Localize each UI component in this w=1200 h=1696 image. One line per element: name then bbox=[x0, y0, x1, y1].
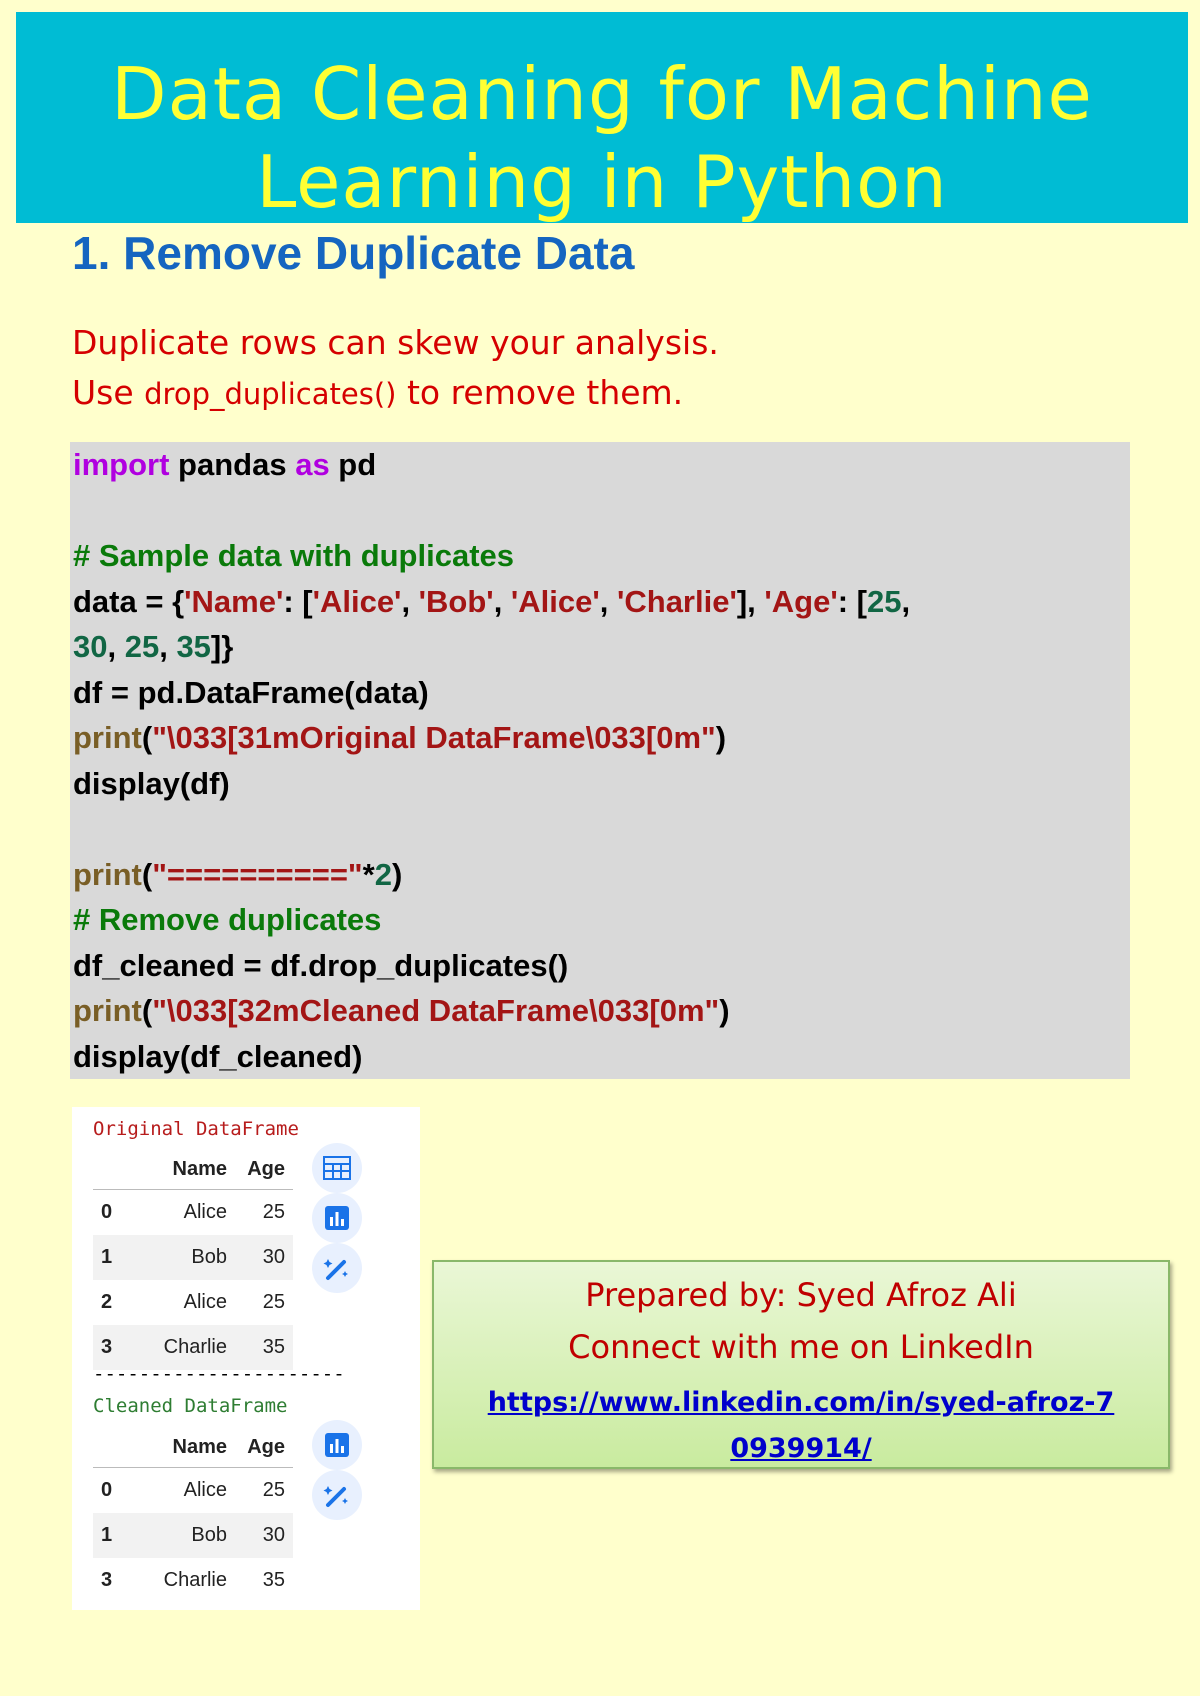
magic-wand-icon bbox=[322, 1253, 352, 1283]
code-line-blank bbox=[70, 488, 1130, 534]
row-index: 3 bbox=[101, 1336, 113, 1358]
row-index: 2 bbox=[101, 1291, 113, 1313]
magic-wand-icon bbox=[322, 1480, 352, 1510]
code-token: , bbox=[107, 629, 125, 664]
code-token: , bbox=[493, 583, 511, 619]
code-comment: # Remove duplicates bbox=[73, 902, 382, 937]
column-header-name: Name bbox=[172, 1157, 227, 1180]
code-token: ], bbox=[736, 583, 765, 619]
keyword-import: import bbox=[73, 447, 170, 482]
code-token: : [ bbox=[283, 583, 313, 619]
code-number: 30 bbox=[73, 629, 108, 664]
cell-name: Bob bbox=[191, 1524, 227, 1546]
code-token: ]} bbox=[210, 629, 234, 664]
cell-name: Alice bbox=[183, 1291, 227, 1313]
intro-function: drop_duplicates() bbox=[144, 377, 397, 411]
code-line-12: df_cleaned = df.drop_duplicates() bbox=[73, 947, 569, 983]
code-line-14: display(df_cleaned) bbox=[73, 1038, 363, 1074]
code-string: 'Alice' bbox=[312, 583, 402, 619]
code-line-7 bbox=[70, 715, 1130, 761]
code-line-13 bbox=[70, 988, 1130, 1034]
code-line-1 bbox=[70, 442, 1130, 488]
cell-name: Charlie bbox=[163, 1569, 227, 1591]
table-row bbox=[93, 1513, 293, 1558]
convert-to-table-button[interactable] bbox=[312, 1143, 362, 1193]
code-string: 'Name' bbox=[184, 583, 284, 619]
code-number: 2 bbox=[374, 856, 392, 892]
row-index: 3 bbox=[101, 1569, 113, 1591]
code-token: ) bbox=[719, 993, 730, 1028]
code-line-10 bbox=[70, 852, 1130, 898]
code-token: , bbox=[599, 583, 617, 619]
cell-age: 35 bbox=[262, 1336, 285, 1358]
code-token: ( bbox=[141, 720, 153, 755]
code-token: * bbox=[362, 856, 375, 892]
column-header-age: Age bbox=[247, 1435, 285, 1458]
row-index: 1 bbox=[101, 1246, 113, 1268]
code-builtin: print bbox=[73, 720, 142, 755]
suggest-charts-button[interactable] bbox=[312, 1193, 362, 1243]
cell-name: Alice bbox=[183, 1201, 227, 1223]
section-heading: 1. Remove Duplicate Data bbox=[72, 227, 635, 279]
code-line-blank bbox=[70, 806, 1130, 852]
code-comment: # Sample data with duplicates bbox=[73, 538, 515, 573]
intro-text bbox=[72, 318, 719, 419]
connect-text: Connect with me on LinkedIn bbox=[568, 1328, 1034, 1366]
table-row bbox=[93, 1190, 293, 1236]
cell-age: 30 bbox=[262, 1246, 285, 1268]
code-string: "\033[31mOriginal DataFrame\033[0m" bbox=[152, 720, 716, 755]
code-token: ) bbox=[391, 856, 403, 892]
intro-line-1: Duplicate rows can skew your analysis. bbox=[72, 323, 719, 362]
code-token: , bbox=[901, 583, 911, 619]
title-line-2: Learning in Python bbox=[256, 140, 948, 224]
title-banner bbox=[16, 12, 1188, 223]
table-header-row bbox=[93, 1427, 293, 1468]
table-row bbox=[93, 1280, 293, 1325]
code-string: "\033[32mCleaned DataFrame\033[0m" bbox=[152, 993, 720, 1028]
column-header-name: Name bbox=[172, 1435, 227, 1458]
code-line-6: df = pd.DataFrame(data) bbox=[73, 674, 429, 710]
code-string: 'Charlie' bbox=[617, 583, 737, 619]
code-string: 'Bob' bbox=[418, 583, 494, 619]
code-token: , bbox=[159, 629, 177, 664]
table-header-row bbox=[93, 1149, 293, 1190]
prepared-by-text: Prepared by: Syed Afroz Ali bbox=[585, 1276, 1017, 1314]
keyword-as: as bbox=[295, 447, 330, 482]
table-icon bbox=[323, 1156, 351, 1180]
cell-name: Bob bbox=[191, 1246, 227, 1268]
linkedin-link[interactable]: https://www.linkedin.com/in/syed-afroz-70939914/ bbox=[487, 1387, 1115, 1464]
code-string: 'Alice' bbox=[510, 583, 600, 619]
code-token: , bbox=[401, 583, 419, 619]
code-line-5 bbox=[70, 624, 1130, 670]
intro-line-2 bbox=[72, 368, 719, 419]
table-row bbox=[93, 1235, 293, 1280]
code-line-8: display(df) bbox=[73, 765, 230, 801]
author-credit-box bbox=[432, 1260, 1170, 1469]
cell-age: 25 bbox=[262, 1291, 285, 1313]
cell-age: 25 bbox=[262, 1201, 285, 1223]
cleaned-dataframe-table bbox=[93, 1427, 293, 1603]
row-index: 0 bbox=[101, 1479, 113, 1501]
intro-rest: to remove them. bbox=[396, 373, 684, 412]
generate-code-button[interactable] bbox=[312, 1243, 362, 1293]
chart-icon bbox=[324, 1205, 350, 1231]
cell-name: Alice bbox=[183, 1479, 227, 1501]
generate-code-button[interactable] bbox=[312, 1470, 362, 1520]
intro-use: Use bbox=[72, 373, 145, 412]
cell-age: 25 bbox=[262, 1479, 285, 1501]
code-block bbox=[70, 442, 1130, 1079]
code-line-4 bbox=[70, 579, 1130, 625]
index-header bbox=[93, 1427, 139, 1468]
code-string: "==========" bbox=[152, 856, 363, 892]
code-token: pd bbox=[329, 447, 377, 482]
output-separator: ---------------------- bbox=[93, 1363, 345, 1385]
code-string: 'Age' bbox=[764, 583, 838, 619]
code-token: ( bbox=[141, 993, 153, 1028]
output-card bbox=[72, 1107, 420, 1610]
original-dataframe-table bbox=[93, 1149, 293, 1370]
code-token: pandas bbox=[169, 447, 296, 482]
page-title bbox=[16, 50, 1188, 226]
code-token: ) bbox=[715, 720, 727, 755]
code-builtin: print bbox=[73, 993, 142, 1028]
index-header bbox=[93, 1149, 139, 1190]
column-header-age: Age bbox=[247, 1157, 285, 1180]
code-token: : [ bbox=[837, 583, 867, 619]
title-line-1: Data Cleaning for Machine bbox=[111, 52, 1093, 136]
table-row bbox=[93, 1558, 293, 1603]
chart-icon bbox=[324, 1432, 350, 1458]
code-number: 25 bbox=[124, 629, 160, 664]
cell-age: 30 bbox=[262, 1524, 285, 1546]
code-token: ( bbox=[141, 856, 153, 892]
cell-age: 35 bbox=[262, 1569, 285, 1591]
table-row bbox=[93, 1468, 293, 1514]
cleaned-dataframe-label: Cleaned DataFrame bbox=[93, 1395, 288, 1417]
suggest-charts-button[interactable] bbox=[312, 1420, 362, 1470]
code-number: 25 bbox=[866, 583, 902, 619]
original-dataframe-label: Original DataFrame bbox=[93, 1118, 299, 1140]
code-line-11 bbox=[70, 897, 1130, 943]
code-number: 35 bbox=[176, 629, 211, 664]
row-index: 1 bbox=[101, 1524, 113, 1546]
cell-name: Charlie bbox=[163, 1336, 227, 1358]
code-builtin: print bbox=[73, 856, 142, 892]
row-index: 0 bbox=[101, 1201, 113, 1223]
code-line-3 bbox=[70, 533, 1130, 579]
code-token: data = { bbox=[73, 583, 185, 619]
